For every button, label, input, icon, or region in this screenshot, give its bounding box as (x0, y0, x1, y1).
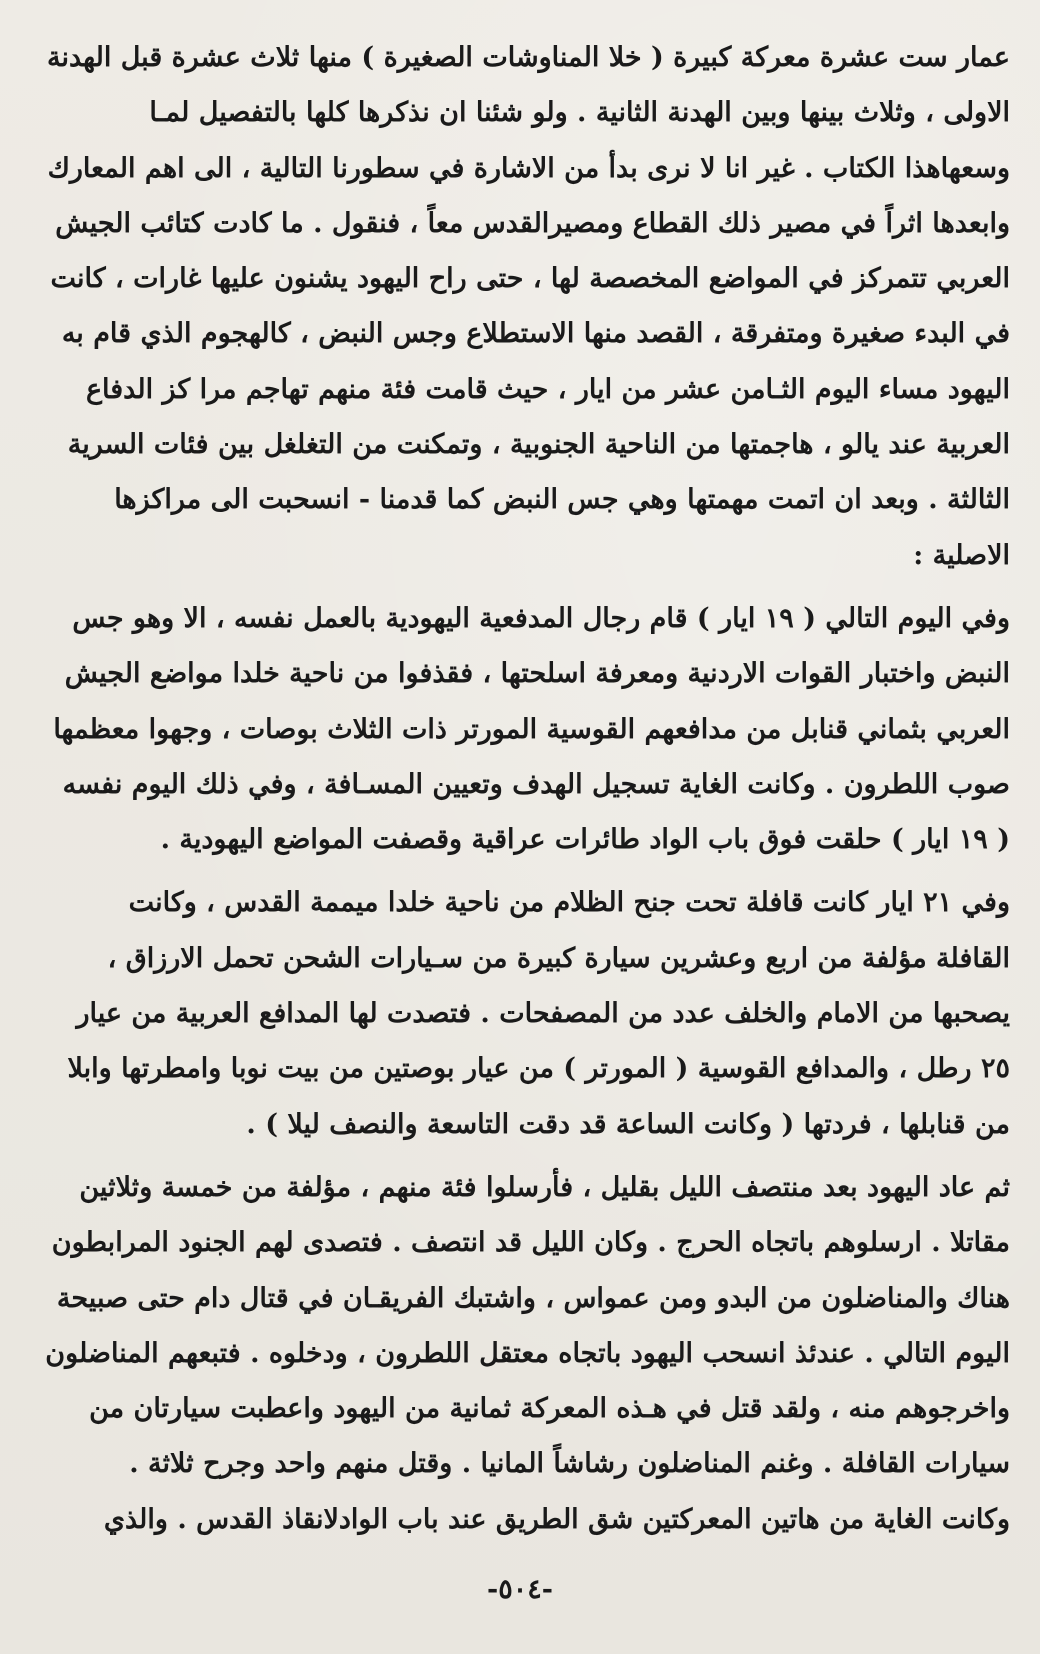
text-line: العربي بثماني قنابل من مدافعهم القوسية المورتر ذات الثلاث بوصات ، وجهوا معظمها (53, 713, 1010, 745)
text-line: الاولى ، وثلاث بينها وبين الهدنة الثانية . ولو شئنا ان نذكرها كلها بالتفصيل لمـا (149, 97, 1010, 129)
paragraph-gap (40, 583, 1010, 591)
text-line: وفي ٢١ ايار كانت قافلة تحت جنح الظلام من ناحية خلدا ميممة القدس ، وكانت (128, 887, 1010, 919)
text-line: العربية عند يالو ، هاجمتها من الناحية الجنوبية ، وتمكنت من التغلغل بين فئات السرية (67, 429, 1010, 461)
text-line: سيارات القافلة . وغنم المناضلون رشاشاً المانيا . وقتل منهم واحد وجرح ثلاثة . (129, 1448, 1010, 1480)
text-line: القافلة مؤلفة من اربع وعشرين سيارة كبيرة من سـيارات الشحن تحمل الارزاق ، (107, 942, 1010, 974)
paragraph-3 (40, 875, 1010, 1151)
text-line: هناك والمناضلون من البدو ومن عمواس ، واشتبك الفريقـان في قتال دام حتى صبيحة (56, 1282, 1010, 1314)
text-line: مقاتلا . ارسلوهم باتجاه الحرج . وكان الليل قد انتصف . فتصدى لهم الجنود المرابطون (51, 1227, 1010, 1259)
text-line: وسعهاهذا الكتاب . غير انا لا نرى بدأ من الاشارة في سطورنا التالية ، الى اهم المعارك (47, 152, 1010, 184)
page-number: -٥٠٤- (487, 1574, 553, 1605)
text-line: واخرجوهم منه ، ولقد قتل في هـذه المعركة ثمانية من اليهود واعطبت سيارتان من (89, 1393, 1010, 1425)
text-line: وفي اليوم التالي ( ١٩ ايار ) قام رجال المدفعية اليهودية بالعمل نفسه ، الا وهو جس (72, 602, 1010, 634)
text-line: اليهود مساء اليوم الثـامن عشر من ايار ، حيث قامت فئة منهم تهاجم مرا كز الدفاع (85, 373, 1010, 405)
text-line: يصحبها من الامام والخلف عدد من المصفحات . فتصدت لها المدافع العربية من عيار (76, 998, 1010, 1030)
text-line: الثالثة . وبعد ان اتمت مهمتها وهي جس النبض كما قدمنا - انسحبت الى مراكزها (114, 484, 1010, 516)
text-line: من قنابلها ، فردتها ( وكانت الساعة قد دقت التاسعة والنصف ليلا ) . (246, 1108, 1010, 1140)
text-line: العربي تتمركز في المواضع المخصصة لها ، حتى راح اليهود يشنون عليها غارات ، كانت (50, 263, 1010, 295)
text-line: ( ١٩ ايار ) حلقت فوق باب الواد طائرات عراقية وقصفت المواضع اليهودية . (160, 824, 1010, 856)
text-line: في البدء صغيرة ومتفرقة ، القصد منها الاستطلاع وجس النبض ، كالهجوم الذي قام به (61, 318, 1010, 350)
paragraph-4 (40, 1160, 1010, 1547)
text-line: ٢٥ رطل ، والمدافع القوسية ( المورتر ) من عيار بوصتين من بيت نوبا وامطرتها وابلا (67, 1053, 1010, 1085)
text-line: ثم عاد اليهود بعد منتصف الليل بقليل ، فأرسلوا فئة منهم ، مؤلفة من خمسة وثلاثين (79, 1171, 1010, 1203)
text-line: عمار ست عشرة معركة كبيرة ( خلا المناوشات الصغيرة ) منها ثلاث عشرة قبل الهدنة (47, 42, 1010, 73)
text-line: اليوم التالي . عندئذ انسحب اليهود باتجاه معتقل اللطرون ، ودخلوه . فتبعهم المناضلون (45, 1337, 1010, 1369)
text-line: النبض واختبار القوات الاردنية ومعرفة اسلحتها ، فقذفوا من ناحية خلدا مواضع الجيش (64, 658, 1010, 690)
text-line: وكانت الغاية من هاتين المعركتين شق الطريق عند باب الوادلانقاذ القدس . والذي (103, 1503, 1010, 1535)
body-text (40, 30, 1010, 1547)
text-line: الاصلية : (913, 539, 1010, 571)
text-line: وابعدها اثراً في مصير ذلك القطاع ومصيرالقدس معاً ، فنقول . ما كادت كتائب الجيش (55, 207, 1010, 239)
paragraph-gap (40, 1152, 1010, 1160)
paragraph-2 (40, 591, 1010, 867)
text-line: صوب اللطرون . وكانت الغاية تسجيل الهدف وتعيين المسـافة ، وفي ذلك اليوم نفسه (62, 768, 1010, 800)
paragraph-1 (40, 30, 1010, 583)
paragraph-gap (40, 867, 1010, 875)
